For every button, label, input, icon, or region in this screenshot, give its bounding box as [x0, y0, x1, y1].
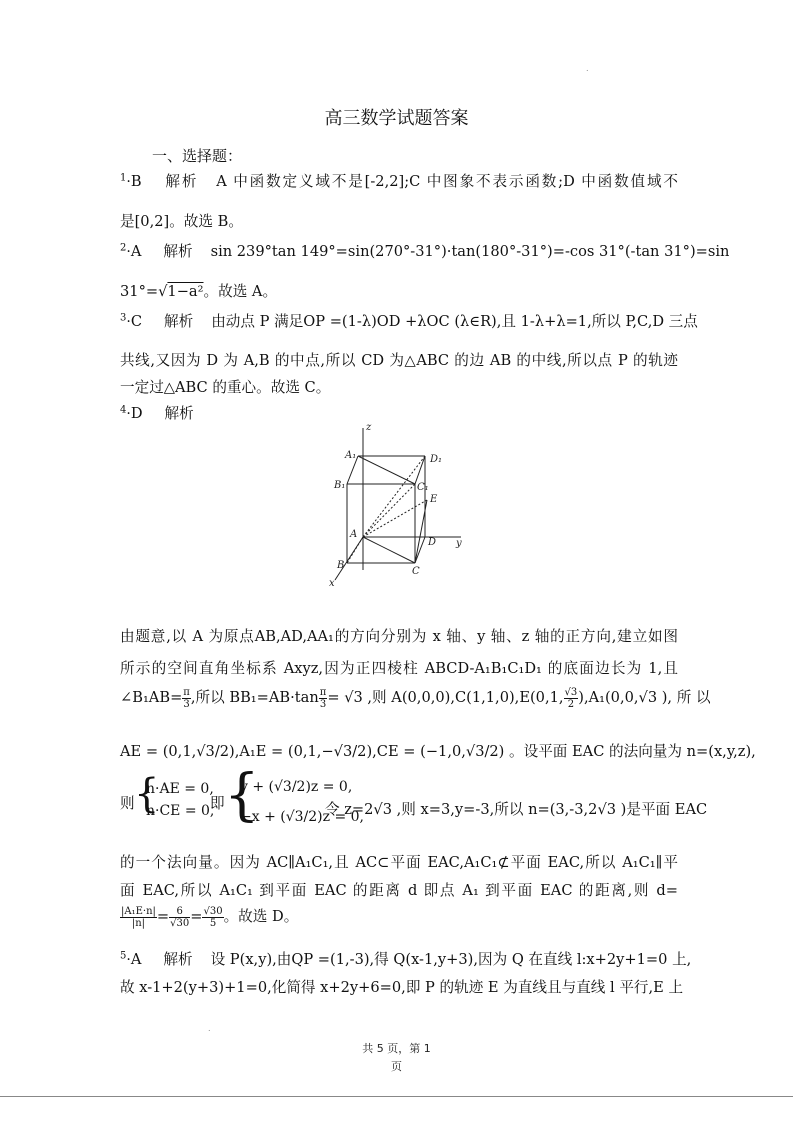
sqrt-radicand: 1−a²: [167, 283, 204, 300]
q4-p1: 由题意,以 A 为原点AB,AD,AA₁的方向分别为 x 轴、y 轴、z 轴的正方向,建立如图: [120, 628, 678, 645]
label-D1: D₁: [430, 454, 443, 465]
label-x: x: [329, 578, 335, 589]
q2-number: $^2$·: [120, 242, 131, 260]
x-axis: [335, 537, 363, 580]
scan-dot-2: .: [208, 1024, 211, 1033]
q2-line2: 31°=√1−a²。故选 A。: [120, 283, 278, 300]
frac-pi-3: $\frac{\pi}{3}$: [183, 686, 190, 710]
q1-line2: 是[0,2]。故选 B。: [120, 213, 243, 230]
section-heading: 一、选择题：: [152, 147, 243, 165]
frac-pi-3-b: $\frac{\pi}{3}$: [319, 686, 327, 710]
footer-page-line1: 共 5 页，第 1: [362, 1042, 431, 1055]
q4-p8: $\frac{\text{|A₁E·n|}}{|n|}$ = $\frac{6}{√30}$ = $\frac{√30}{5}$ 。故选 D。: [121, 905, 299, 929]
label-E: E: [430, 494, 438, 505]
label-z: z: [366, 422, 372, 433]
label-D: D: [428, 537, 437, 548]
label-C1: C₁: [417, 482, 429, 493]
frac-sqrt30-5: $\frac{√30}{5}$: [203, 905, 223, 929]
footer-divider: [0, 1096, 793, 1097]
q1-line1: $^1$·B 解析 A 中函数定义域不是[-2,2];C 中图象不表示函数;D 中函数值域不: [120, 172, 678, 190]
q1-number: $^1$·: [120, 172, 131, 190]
label-y: y: [456, 538, 462, 549]
q5-line2: 故 x-1+2(y+3)+1=0,化简得 x+2y+6=0,即 P 的轨迹 E 为直线且与直线 l 平行,E 上: [120, 979, 684, 996]
q5-tag: 解析: [163, 951, 193, 968]
scan-dot: .: [586, 64, 589, 73]
q4-p6: 的一个法向量。因为 AC∥A₁C₁,且 AC⊂平面 EAC,A₁C₁⊄平面 EAC,所以 A₁C₁∥平: [120, 854, 678, 871]
q4-p4: AE = (0,1,√3/2),A₁E = (0,1,−√3/2),CE = (−1,0,√3/2) 。设平面 EAC 的法向量为 n=(x,y,z),: [120, 743, 756, 760]
frac-distance: $\frac{\text{|A₁E·n|}}{|n|}$: [121, 905, 156, 929]
page-title: 高三数学试题答案: [324, 108, 469, 129]
q4-p2: 所示的空间直角坐标系 Axyz,因为正四棱柱 ABCD-A₁B₁C₁D₁ 的底面边长为 1,且: [120, 660, 678, 677]
prism-figure: [325, 420, 475, 590]
q3-line3: 一定过△ABC 的重心。故选 C。: [120, 379, 331, 396]
q4-number: $^4$·: [120, 404, 131, 422]
system-2: y + (√3/2)z = 0, −x + (√3/2)z = 0,: [240, 779, 364, 825]
q4-p7: 面 EAC,所以 A₁C₁ 到平面 EAC 的距离 d 即点 A₁ 到平面 EAC 的距离,则 d=: [120, 882, 678, 899]
label-C: C: [412, 566, 420, 577]
label-B1: B₁: [334, 480, 346, 491]
frac-sqrt3-2: $\frac{√3}{2}$: [564, 686, 578, 710]
system-1: n·AE = 0, n·CE = 0,: [146, 781, 215, 819]
footer-page-line2: 页: [391, 1060, 402, 1073]
q4-p3: ∠B₁AB= $\frac{\pi}{3}$ ,所以 BB₁=AB·tan $\frac{\pi}{3}$ = √3 ,则 A(0,0,0),C(1,1,0),E(0,1, $\frac{√3}{2}$ ),A₁(0,0,√3 ), 所 以: [120, 686, 711, 710]
label-A1: A₁: [345, 450, 357, 461]
q4-heading: $^4$·D 解析: [120, 404, 194, 422]
label-B: B: [337, 560, 345, 571]
q2-line1: $^2$·A 解析 sin 239°tan 149°=sin(270°-31°)·tan(180°-31°)=-cos 31°(-tan 31°)=sin: [120, 242, 730, 260]
q3-line2: 共线,又因为 D 为 A,B 的中点,所以 CD 为△ABC 的边 AB 的中线,所以点 P 的轨迹: [120, 352, 678, 369]
frac-6-sqrt30: $\frac{6}{√30}$: [170, 905, 190, 929]
q4-tag: 解析: [164, 405, 194, 422]
q3-tag: 解析: [164, 313, 194, 330]
q1-tag: 解析: [163, 173, 199, 190]
q5-number: $^5$·: [120, 950, 131, 968]
q3-number: $^3$·: [120, 312, 131, 330]
label-A: A: [350, 529, 358, 540]
q2-tag: 解析: [163, 243, 193, 260]
q5-line1: $^5$·A 解析 设 P(x,y),由QP =(1,-3),得 Q(x-1,y+3),因为 Q 在直线 l:x+2y+1=0 上,: [120, 950, 692, 968]
q3-line1: $^3$·C 解析 由动点 P 满足OP =(1-λ)OD +λOC (λ∈R),且 1-λ+λ=1,所以 P,C,D 三点: [120, 312, 698, 330]
